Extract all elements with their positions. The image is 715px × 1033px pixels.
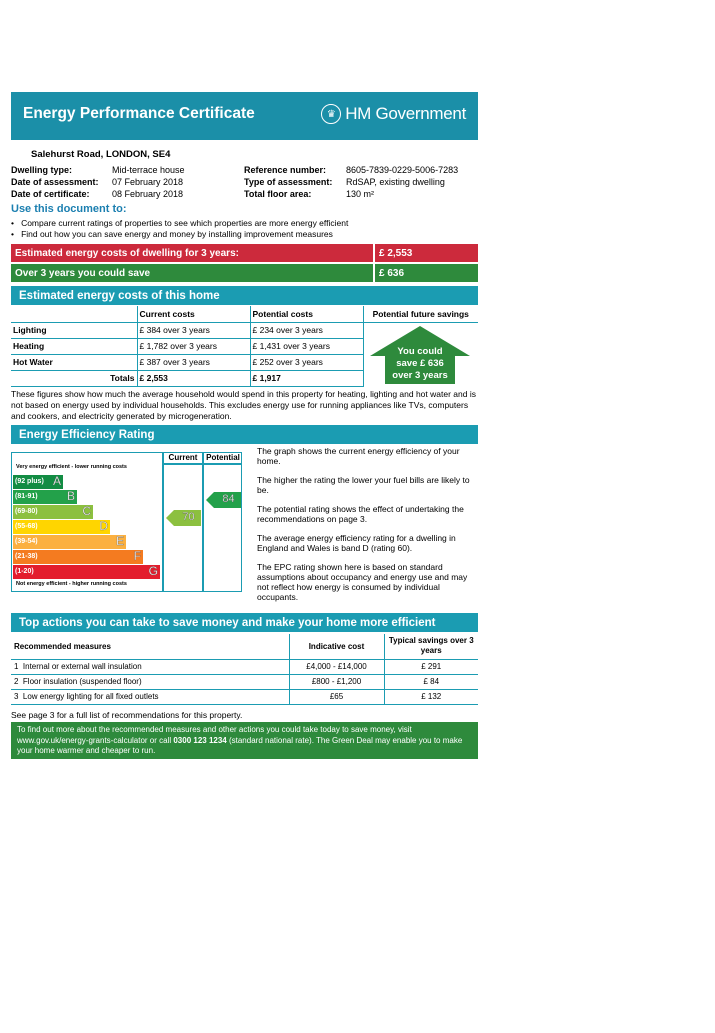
- rating-band-g: [13, 565, 160, 579]
- col-future-savings: Potential future savings: [363, 306, 478, 322]
- estimated-cost-value: £ 2,553: [375, 244, 478, 262]
- rating-divider: [162, 463, 242, 465]
- rating-divider: [162, 452, 164, 592]
- reference-value: 8605-7839-0229-5006-7283: [346, 165, 459, 175]
- rating-band-d: [13, 520, 110, 534]
- date-certificate-value: 08 February 2018: [112, 189, 184, 199]
- date-certificate-label: Date of certificate:: [11, 189, 90, 199]
- rating-band-f: [13, 550, 143, 564]
- potential-rating-value: 84: [222, 493, 235, 505]
- rating-band-range: (69-80): [15, 508, 38, 515]
- rating-band-range: (39-54): [15, 538, 38, 545]
- use-document-bullets: [11, 218, 478, 240]
- dwelling-type-label: Dwelling type:: [11, 165, 73, 175]
- hm-government-text: HM Government: [345, 104, 466, 123]
- hm-government-logo: [321, 104, 466, 124]
- table-row: Lighting £ 384 over 3 years £ 234 over 3 years: [11, 322, 478, 338]
- rating-band-letter: A: [52, 474, 61, 488]
- use-document-heading: Use this document to:: [11, 203, 127, 215]
- rating-band-range: (1-20): [15, 568, 34, 575]
- crest-icon: ♛: [321, 104, 341, 124]
- col-potential-costs: Potential costs: [250, 306, 363, 322]
- could-save-value: £ 636: [375, 264, 478, 282]
- use-bullet: • Find out how you can save energy and money by installing improvement measures: [11, 229, 333, 239]
- recommendations-table: [11, 634, 478, 705]
- estimated-cost-bar: Estimated energy costs of dwelling for 3 years:: [11, 244, 373, 262]
- rating-divider: [202, 452, 204, 592]
- col-potential-rating: Potential: [206, 453, 240, 462]
- could-save-bar: Over 3 years you could save: [11, 264, 373, 282]
- date-assessment-label: Date of assessment:: [11, 177, 99, 187]
- use-bullet: • Compare current ratings of properties to see which properties are more energy efficient: [11, 218, 349, 228]
- current-rating-value: 70: [182, 511, 195, 523]
- rating-section-heading: Energy Efficiency Rating: [11, 425, 478, 444]
- floor-area-label: Total floor area:: [244, 189, 312, 199]
- see-page-note: See page 3 for a full list of recommendations for this property.: [11, 710, 243, 720]
- certificate-title: Energy Performance Certificate: [23, 105, 255, 122]
- costs-note: These figures show how much the average household would spend in this property for heating, lighting and hot water and is not based on energy used by individual households. This excludes energy use for running appliances like TVs, computers and cookers, and electricity generated by microgeneration.: [11, 389, 476, 421]
- rating-band-range: (81-91): [15, 493, 38, 500]
- date-assessment-value: 07 February 2018: [112, 177, 184, 187]
- type-assessment-label: Type of assessment:: [244, 177, 333, 187]
- savings-arrow-text: You could save £ 636 over 3 years: [392, 346, 448, 381]
- table-row: Heating £ 1,782 over 3 years £ 1,431 over 3 years: [11, 338, 478, 354]
- rating-band-letter: D: [99, 519, 108, 533]
- rating-band-c: [13, 505, 93, 519]
- rating-chart: [11, 452, 242, 592]
- table-row: 3 Low energy lighting for all fixed outlets £65 £ 132: [11, 689, 478, 704]
- details-right-labels: [244, 164, 332, 200]
- col-current-rating: Current: [168, 453, 198, 462]
- rating-top-note: Very energy efficient - lower running costs: [16, 464, 127, 470]
- table-row: 2 Floor insulation (suspended floor) £800 - £1,200 £ 84: [11, 674, 478, 689]
- rating-band-letter: B: [66, 489, 75, 503]
- rating-band-letter: G: [148, 564, 158, 578]
- table-row: Hot Water £ 387 over 3 years £ 252 over 3 years: [11, 354, 478, 370]
- rating-band-letter: F: [133, 549, 141, 563]
- col-current-costs: Current costs: [137, 306, 250, 322]
- dwelling-type-value: Mid-terrace house: [112, 165, 185, 175]
- rating-bottom-note: Not energy efficient - higher running costs: [16, 581, 127, 587]
- rating-band-letter: E: [115, 534, 124, 548]
- footer-phone: 0300 123 1234: [173, 735, 227, 745]
- costs-section-heading: Estimated energy costs of this home: [11, 286, 478, 305]
- details-left-values: [112, 164, 185, 200]
- green-deal-footer: To find out more about the recommended measures and other actions you could take today to save money, visit www.gov.uk/energy-grants-calculator or call 0300 123 1234 (standard national rate). The Green Deal may enable you to make your home warmer and cheaper to run.: [11, 722, 478, 759]
- reference-label: Reference number:: [244, 165, 327, 175]
- rating-band-letter: C: [82, 504, 91, 518]
- details-left-labels: [11, 164, 99, 200]
- col-indicative-cost: Indicative cost: [289, 634, 384, 659]
- actions-section-heading: Top actions you can take to save money and make your home more efficient: [11, 613, 478, 632]
- rating-explanation: The graph shows the current energy efficiency of your home. The higher the rating the lower your fuel bills are likely to be. The potential rating shows the effect of undertaking the recommendations on page 3. The average energy efficiency rating for a dwelling in England and Wales is band D (rating 60). The EPC rating shown here is based on standard assumptions about occupancy and energy use and may not reflect how energy is consumed by individual occupants.: [257, 446, 470, 602]
- table-row: 1 Internal or external wall insulation £4,000 - £14,000 £ 291: [11, 659, 478, 674]
- rating-band-range: (92 plus): [15, 478, 44, 485]
- rating-band-range: (55-68): [15, 523, 38, 530]
- rating-band-e: [13, 535, 126, 549]
- col-recommended-measures: Recommended measures: [11, 634, 289, 659]
- col-typical-savings: Typical savings over 3 years: [384, 634, 478, 659]
- property-address: Salehurst Road, LONDON, SE4: [31, 149, 171, 160]
- floor-area-value: 130 m²: [346, 189, 375, 199]
- details-right-values: [346, 164, 458, 200]
- certificate-header: [11, 92, 478, 140]
- type-assessment-value: RdSAP, existing dwelling: [346, 177, 445, 187]
- rating-band-b: [13, 490, 77, 504]
- rating-band-range: (21-38): [15, 553, 38, 560]
- rating-band-a: [13, 475, 63, 489]
- table-row-totals: Totals £ 2,553 £ 1,917: [11, 370, 478, 386]
